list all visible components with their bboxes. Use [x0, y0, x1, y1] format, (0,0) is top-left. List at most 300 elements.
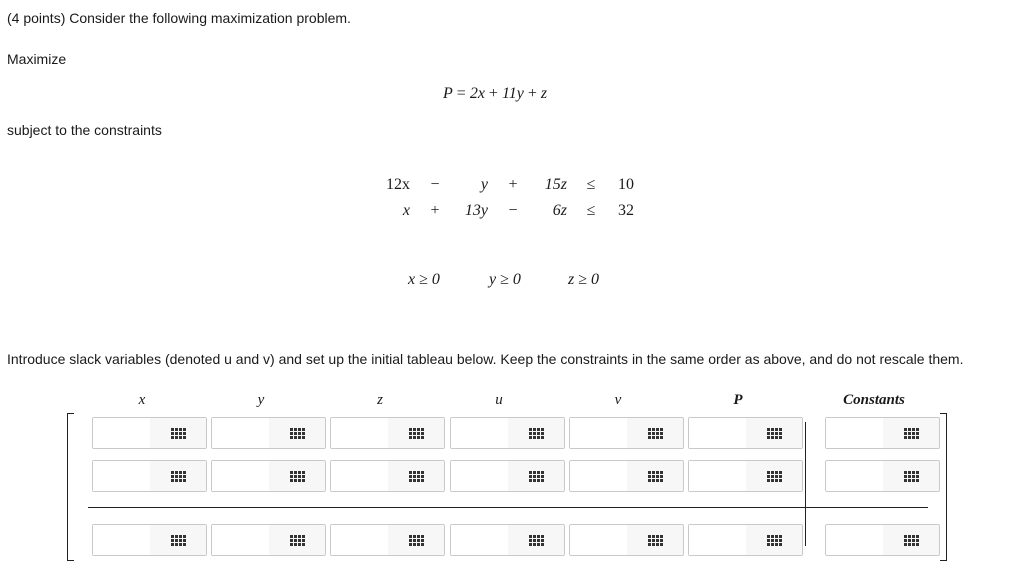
- grid-dot: [660, 535, 663, 538]
- grid-dot: [656, 479, 659, 482]
- grid-palette-icon: [290, 471, 305, 482]
- grid-dot: [529, 436, 532, 439]
- palette-button[interactable]: [508, 525, 564, 555]
- constraint-2-relation: ≤: [586, 202, 596, 219]
- grid-dot: [294, 432, 297, 435]
- tableau-input-r1-u[interactable]: [451, 418, 509, 448]
- maximize-label: Maximize: [7, 51, 67, 67]
- grid-dot: [912, 428, 915, 431]
- grid-dot: [302, 479, 305, 482]
- grid-dot: [171, 539, 174, 542]
- grid-dot: [290, 428, 293, 431]
- grid-dot: [904, 428, 907, 431]
- grid-dot: [421, 479, 424, 482]
- grid-dot: [908, 535, 911, 538]
- grid-dot: [179, 535, 182, 538]
- tableau-input-r3-u[interactable]: [451, 525, 509, 555]
- grid-palette-icon: [171, 471, 186, 482]
- grid-dot: [179, 475, 182, 478]
- grid-dot: [541, 475, 544, 478]
- grid-dot: [537, 475, 540, 478]
- grid-dot: [298, 471, 301, 474]
- grid-dot: [179, 539, 182, 542]
- palette-button[interactable]: [388, 461, 444, 491]
- grid-dot: [916, 436, 919, 439]
- grid-dot: [290, 432, 293, 435]
- grid-dot: [294, 543, 297, 546]
- tableau-header-p: P: [733, 392, 743, 408]
- grid-dot: [175, 428, 178, 431]
- grid-dot: [767, 471, 770, 474]
- grid-dot: [904, 471, 907, 474]
- grid-dot: [916, 535, 919, 538]
- grid-palette-icon: [409, 428, 424, 439]
- palette-button[interactable]: [508, 418, 564, 448]
- grid-dot: [537, 428, 540, 431]
- tableau-input-r1-y[interactable]: [212, 418, 270, 448]
- grid-dot: [179, 436, 182, 439]
- grid-dot: [775, 479, 778, 482]
- grid-dot: [652, 539, 655, 542]
- grid-dot: [179, 432, 182, 435]
- grid-dot: [904, 543, 907, 546]
- palette-button[interactable]: [883, 418, 939, 448]
- tableau-cell-r1-p: [688, 417, 803, 449]
- grid-dot: [529, 432, 532, 435]
- grid-dot: [904, 475, 907, 478]
- grid-dot: [541, 535, 544, 538]
- grid-dot: [541, 539, 544, 542]
- grid-dot: [652, 436, 655, 439]
- tableau-cell-r3-v: [569, 524, 684, 556]
- grid-dot: [779, 543, 782, 546]
- tableau-input-r3-v[interactable]: [570, 525, 628, 555]
- tableau-input-r3-constants[interactable]: [826, 525, 884, 555]
- grid-dot: [183, 436, 186, 439]
- grid-dot: [183, 539, 186, 542]
- constraint-2-term-c: 6z: [552, 202, 567, 219]
- palette-button[interactable]: [388, 525, 444, 555]
- grid-dot: [409, 535, 412, 538]
- grid-dot: [912, 479, 915, 482]
- tableau-input-r2-p[interactable]: [689, 461, 747, 491]
- grid-dot: [421, 471, 424, 474]
- grid-dot: [916, 543, 919, 546]
- tableau-cell-r3-z: [330, 524, 445, 556]
- grid-dot: [529, 543, 532, 546]
- grid-dot: [417, 535, 420, 538]
- tableau-input-r2-z[interactable]: [331, 461, 389, 491]
- grid-dot: [779, 539, 782, 542]
- grid-dot: [771, 539, 774, 542]
- grid-dot: [175, 436, 178, 439]
- objective-function: P = 2x + 11y + z: [443, 85, 548, 102]
- grid-dot: [652, 475, 655, 478]
- grid-dot: [541, 471, 544, 474]
- grid-palette-icon: [409, 535, 424, 546]
- constraint-1-term-a: 12x: [386, 176, 410, 193]
- palette-button[interactable]: [746, 525, 802, 555]
- grid-dot: [179, 543, 182, 546]
- grid-palette-icon: [529, 535, 544, 546]
- tableau-input-r3-x[interactable]: [93, 525, 151, 555]
- instruction-text: Introduce slack variables (denoted u and v) and set up the initial tableau below. Keep the constraints in the same order as above, and do not rescale them.: [7, 351, 964, 367]
- grid-dot: [183, 479, 186, 482]
- grid-dot: [767, 428, 770, 431]
- grid-dot: [298, 436, 301, 439]
- grid-dot: [652, 535, 655, 538]
- grid-dot: [302, 432, 305, 435]
- grid-dot: [904, 539, 907, 542]
- grid-dot: [912, 535, 915, 538]
- grid-dot: [533, 475, 536, 478]
- grid-dot: [767, 543, 770, 546]
- grid-dot: [652, 479, 655, 482]
- problem-intro: (4 points) Consider the following maximization problem.: [7, 10, 351, 26]
- grid-dot: [171, 535, 174, 538]
- tableau-input-r3-y[interactable]: [212, 525, 270, 555]
- grid-dot: [413, 543, 416, 546]
- constraint-2-op2: −: [508, 202, 518, 219]
- grid-dot: [767, 432, 770, 435]
- grid-dot: [908, 479, 911, 482]
- tableau-input-r2-u[interactable]: [451, 461, 509, 491]
- tableau-cell-r1-v: [569, 417, 684, 449]
- grid-dot: [298, 479, 301, 482]
- subject-to-label: subject to the constraints: [7, 122, 162, 138]
- grid-dot: [537, 535, 540, 538]
- constraint-2-rhs: 32: [618, 202, 634, 219]
- tableau-header-v: v: [614, 392, 622, 408]
- grid-dot: [775, 543, 778, 546]
- grid-dot: [302, 539, 305, 542]
- palette-button[interactable]: [627, 418, 683, 448]
- grid-dot: [648, 475, 651, 478]
- grid-dot: [916, 428, 919, 431]
- grid-dot: [529, 539, 532, 542]
- grid-dot: [533, 539, 536, 542]
- grid-dot: [912, 432, 915, 435]
- grid-dot: [771, 436, 774, 439]
- grid-dot: [409, 479, 412, 482]
- tableau-input-r2-x[interactable]: [93, 461, 151, 491]
- palette-button[interactable]: [150, 418, 206, 448]
- palette-button[interactable]: [627, 525, 683, 555]
- tableau-cell-r3-p: [688, 524, 803, 556]
- grid-dot: [409, 475, 412, 478]
- tableau-input-r1-constants[interactable]: [826, 418, 884, 448]
- constraint-1-relation: ≤: [586, 176, 596, 193]
- grid-palette-icon: [409, 471, 424, 482]
- grid-dot: [417, 436, 420, 439]
- palette-button[interactable]: [269, 525, 325, 555]
- tableau-cell-r2-p: [688, 460, 803, 492]
- grid-dot: [421, 432, 424, 435]
- grid-dot: [775, 475, 778, 478]
- grid-dot: [533, 471, 536, 474]
- tableau-cell-r1-x: [92, 417, 207, 449]
- tableau-input-r1-z[interactable]: [331, 418, 389, 448]
- tableau-input-r2-constants[interactable]: [826, 461, 884, 491]
- grid-dot: [413, 475, 416, 478]
- grid-dot: [294, 436, 297, 439]
- grid-dot: [175, 543, 178, 546]
- grid-palette-icon: [648, 535, 663, 546]
- grid-dot: [537, 436, 540, 439]
- grid-dot: [648, 428, 651, 431]
- grid-dot: [421, 436, 424, 439]
- grid-dot: [916, 539, 919, 542]
- grid-dot: [908, 432, 911, 435]
- grid-dot: [294, 539, 297, 542]
- grid-dot: [413, 436, 416, 439]
- grid-dot: [171, 432, 174, 435]
- grid-dot: [779, 436, 782, 439]
- tableau-input-r3-p[interactable]: [689, 525, 747, 555]
- grid-dot: [302, 535, 305, 538]
- grid-dot: [660, 475, 663, 478]
- grid-palette-icon: [171, 428, 186, 439]
- grid-dot: [409, 436, 412, 439]
- grid-dot: [912, 471, 915, 474]
- grid-dot: [656, 428, 659, 431]
- grid-dot: [767, 436, 770, 439]
- grid-dot: [771, 543, 774, 546]
- grid-dot: [413, 539, 416, 542]
- grid-dot: [767, 475, 770, 478]
- grid-dot: [656, 436, 659, 439]
- grid-dot: [779, 428, 782, 431]
- grid-dot: [298, 428, 301, 431]
- grid-dot: [417, 432, 420, 435]
- grid-dot: [183, 471, 186, 474]
- tableau-objective-divider: [88, 507, 928, 508]
- grid-dot: [413, 432, 416, 435]
- grid-dot: [417, 475, 420, 478]
- tableau-input-r1-x[interactable]: [93, 418, 151, 448]
- grid-dot: [171, 471, 174, 474]
- grid-dot: [648, 471, 651, 474]
- grid-dot: [179, 471, 182, 474]
- constraint-1-term-b: y: [480, 176, 488, 193]
- grid-dot: [183, 475, 186, 478]
- grid-dot: [652, 428, 655, 431]
- grid-dot: [290, 539, 293, 542]
- grid-dot: [417, 479, 420, 482]
- tableau-cell-r3-u: [450, 524, 565, 556]
- grid-dot: [290, 535, 293, 538]
- grid-palette-icon: [648, 471, 663, 482]
- palette-button[interactable]: [746, 461, 802, 491]
- grid-dot: [175, 535, 178, 538]
- grid-dot: [771, 475, 774, 478]
- palette-button[interactable]: [150, 461, 206, 491]
- grid-dot: [908, 471, 911, 474]
- grid-dot: [652, 471, 655, 474]
- tableau-header-z: z: [377, 392, 383, 408]
- grid-dot: [533, 479, 536, 482]
- grid-dot: [533, 535, 536, 538]
- tableau-cell-r1-u: [450, 417, 565, 449]
- grid-dot: [533, 428, 536, 431]
- grid-dot: [175, 539, 178, 542]
- grid-palette-icon: [648, 428, 663, 439]
- grid-dot: [904, 432, 907, 435]
- palette-button[interactable]: [746, 418, 802, 448]
- grid-dot: [413, 471, 416, 474]
- grid-dot: [660, 428, 663, 431]
- grid-dot: [290, 543, 293, 546]
- grid-dot: [179, 428, 182, 431]
- grid-dot: [179, 479, 182, 482]
- grid-dot: [175, 475, 178, 478]
- grid-dot: [175, 471, 178, 474]
- grid-dot: [537, 539, 540, 542]
- tableau-header-u: u: [495, 392, 503, 408]
- grid-dot: [183, 543, 186, 546]
- grid-dot: [537, 471, 540, 474]
- grid-dot: [417, 543, 420, 546]
- grid-palette-icon: [767, 428, 782, 439]
- grid-dot: [183, 432, 186, 435]
- tableau-cell-r1-y: [211, 417, 326, 449]
- tableau-input-r3-z[interactable]: [331, 525, 389, 555]
- tableau-cell-r2-v: [569, 460, 684, 492]
- tableau-cell-r1-z: [330, 417, 445, 449]
- palette-button[interactable]: [150, 525, 206, 555]
- tableau-cell-r2-y: [211, 460, 326, 492]
- grid-dot: [648, 539, 651, 542]
- grid-palette-icon: [171, 535, 186, 546]
- grid-dot: [302, 428, 305, 431]
- grid-dot: [529, 535, 532, 538]
- grid-dot: [648, 479, 651, 482]
- grid-dot: [767, 535, 770, 538]
- grid-dot: [904, 436, 907, 439]
- grid-palette-icon: [290, 428, 305, 439]
- grid-dot: [537, 479, 540, 482]
- grid-dot: [660, 479, 663, 482]
- grid-palette-icon: [529, 471, 544, 482]
- tableau-cell-r2-z: [330, 460, 445, 492]
- grid-dot: [413, 479, 416, 482]
- grid-dot: [409, 432, 412, 435]
- grid-dot: [413, 535, 416, 538]
- grid-dot: [916, 475, 919, 478]
- grid-dot: [298, 543, 301, 546]
- grid-dot: [660, 471, 663, 474]
- grid-dot: [541, 436, 544, 439]
- grid-dot: [771, 428, 774, 431]
- tableau-cell-r3-x: [92, 524, 207, 556]
- grid-dot: [171, 436, 174, 439]
- palette-button[interactable]: [627, 461, 683, 491]
- grid-dot: [775, 535, 778, 538]
- tableau-right-bracket: [940, 413, 947, 561]
- grid-dot: [409, 543, 412, 546]
- tableau-input-r1-p[interactable]: [689, 418, 747, 448]
- grid-dot: [775, 428, 778, 431]
- tableau-cell-r3-constants: [825, 524, 940, 556]
- grid-dot: [660, 432, 663, 435]
- grid-dot: [421, 543, 424, 546]
- grid-dot: [916, 471, 919, 474]
- tableau-input-r1-v[interactable]: [570, 418, 628, 448]
- grid-dot: [302, 471, 305, 474]
- grid-dot: [775, 539, 778, 542]
- grid-dot: [171, 479, 174, 482]
- grid-dot: [775, 471, 778, 474]
- grid-dot: [421, 535, 424, 538]
- palette-button[interactable]: [508, 461, 564, 491]
- grid-dot: [652, 432, 655, 435]
- grid-dot: [541, 479, 544, 482]
- grid-dot: [771, 471, 774, 474]
- constraint-2-term-b: 13y: [464, 202, 488, 219]
- grid-dot: [298, 475, 301, 478]
- tableau-left-bracket: [67, 413, 74, 561]
- grid-dot: [908, 428, 911, 431]
- grid-dot: [294, 535, 297, 538]
- grid-dot: [298, 535, 301, 538]
- grid-dot: [290, 436, 293, 439]
- grid-dot: [912, 475, 915, 478]
- tableau-input-r2-y[interactable]: [212, 461, 270, 491]
- tableau-constants-divider: [805, 422, 806, 546]
- palette-button[interactable]: [388, 418, 444, 448]
- grid-dot: [912, 539, 915, 542]
- grid-dot: [294, 428, 297, 431]
- grid-palette-icon: [904, 535, 919, 546]
- grid-dot: [775, 436, 778, 439]
- grid-dot: [537, 432, 540, 435]
- grid-palette-icon: [767, 535, 782, 546]
- grid-dot: [529, 428, 532, 431]
- grid-dot: [656, 539, 659, 542]
- grid-dot: [529, 475, 532, 478]
- grid-dot: [541, 432, 544, 435]
- palette-button[interactable]: [883, 461, 939, 491]
- grid-dot: [541, 428, 544, 431]
- grid-dot: [294, 471, 297, 474]
- grid-dot: [771, 432, 774, 435]
- tableau-header-constants: Constants: [843, 392, 905, 408]
- grid-dot: [298, 432, 301, 435]
- grid-dot: [775, 432, 778, 435]
- grid-dot: [417, 471, 420, 474]
- grid-dot: [908, 475, 911, 478]
- grid-dot: [660, 543, 663, 546]
- grid-dot: [904, 479, 907, 482]
- palette-button[interactable]: [269, 418, 325, 448]
- grid-dot: [183, 428, 186, 431]
- grid-dot: [290, 471, 293, 474]
- grid-dot: [656, 543, 659, 546]
- constraint-1-term-c: 15z: [544, 176, 567, 193]
- palette-button[interactable]: [269, 461, 325, 491]
- constraint-2-op1: +: [430, 202, 440, 219]
- grid-dot: [912, 436, 915, 439]
- tableau-input-r2-v[interactable]: [570, 461, 628, 491]
- nonneg-x: x ≥ 0: [408, 271, 440, 288]
- grid-dot: [171, 428, 174, 431]
- palette-button[interactable]: [883, 525, 939, 555]
- grid-dot: [533, 432, 536, 435]
- grid-dot: [302, 475, 305, 478]
- grid-dot: [302, 436, 305, 439]
- grid-dot: [656, 475, 659, 478]
- grid-dot: [648, 535, 651, 538]
